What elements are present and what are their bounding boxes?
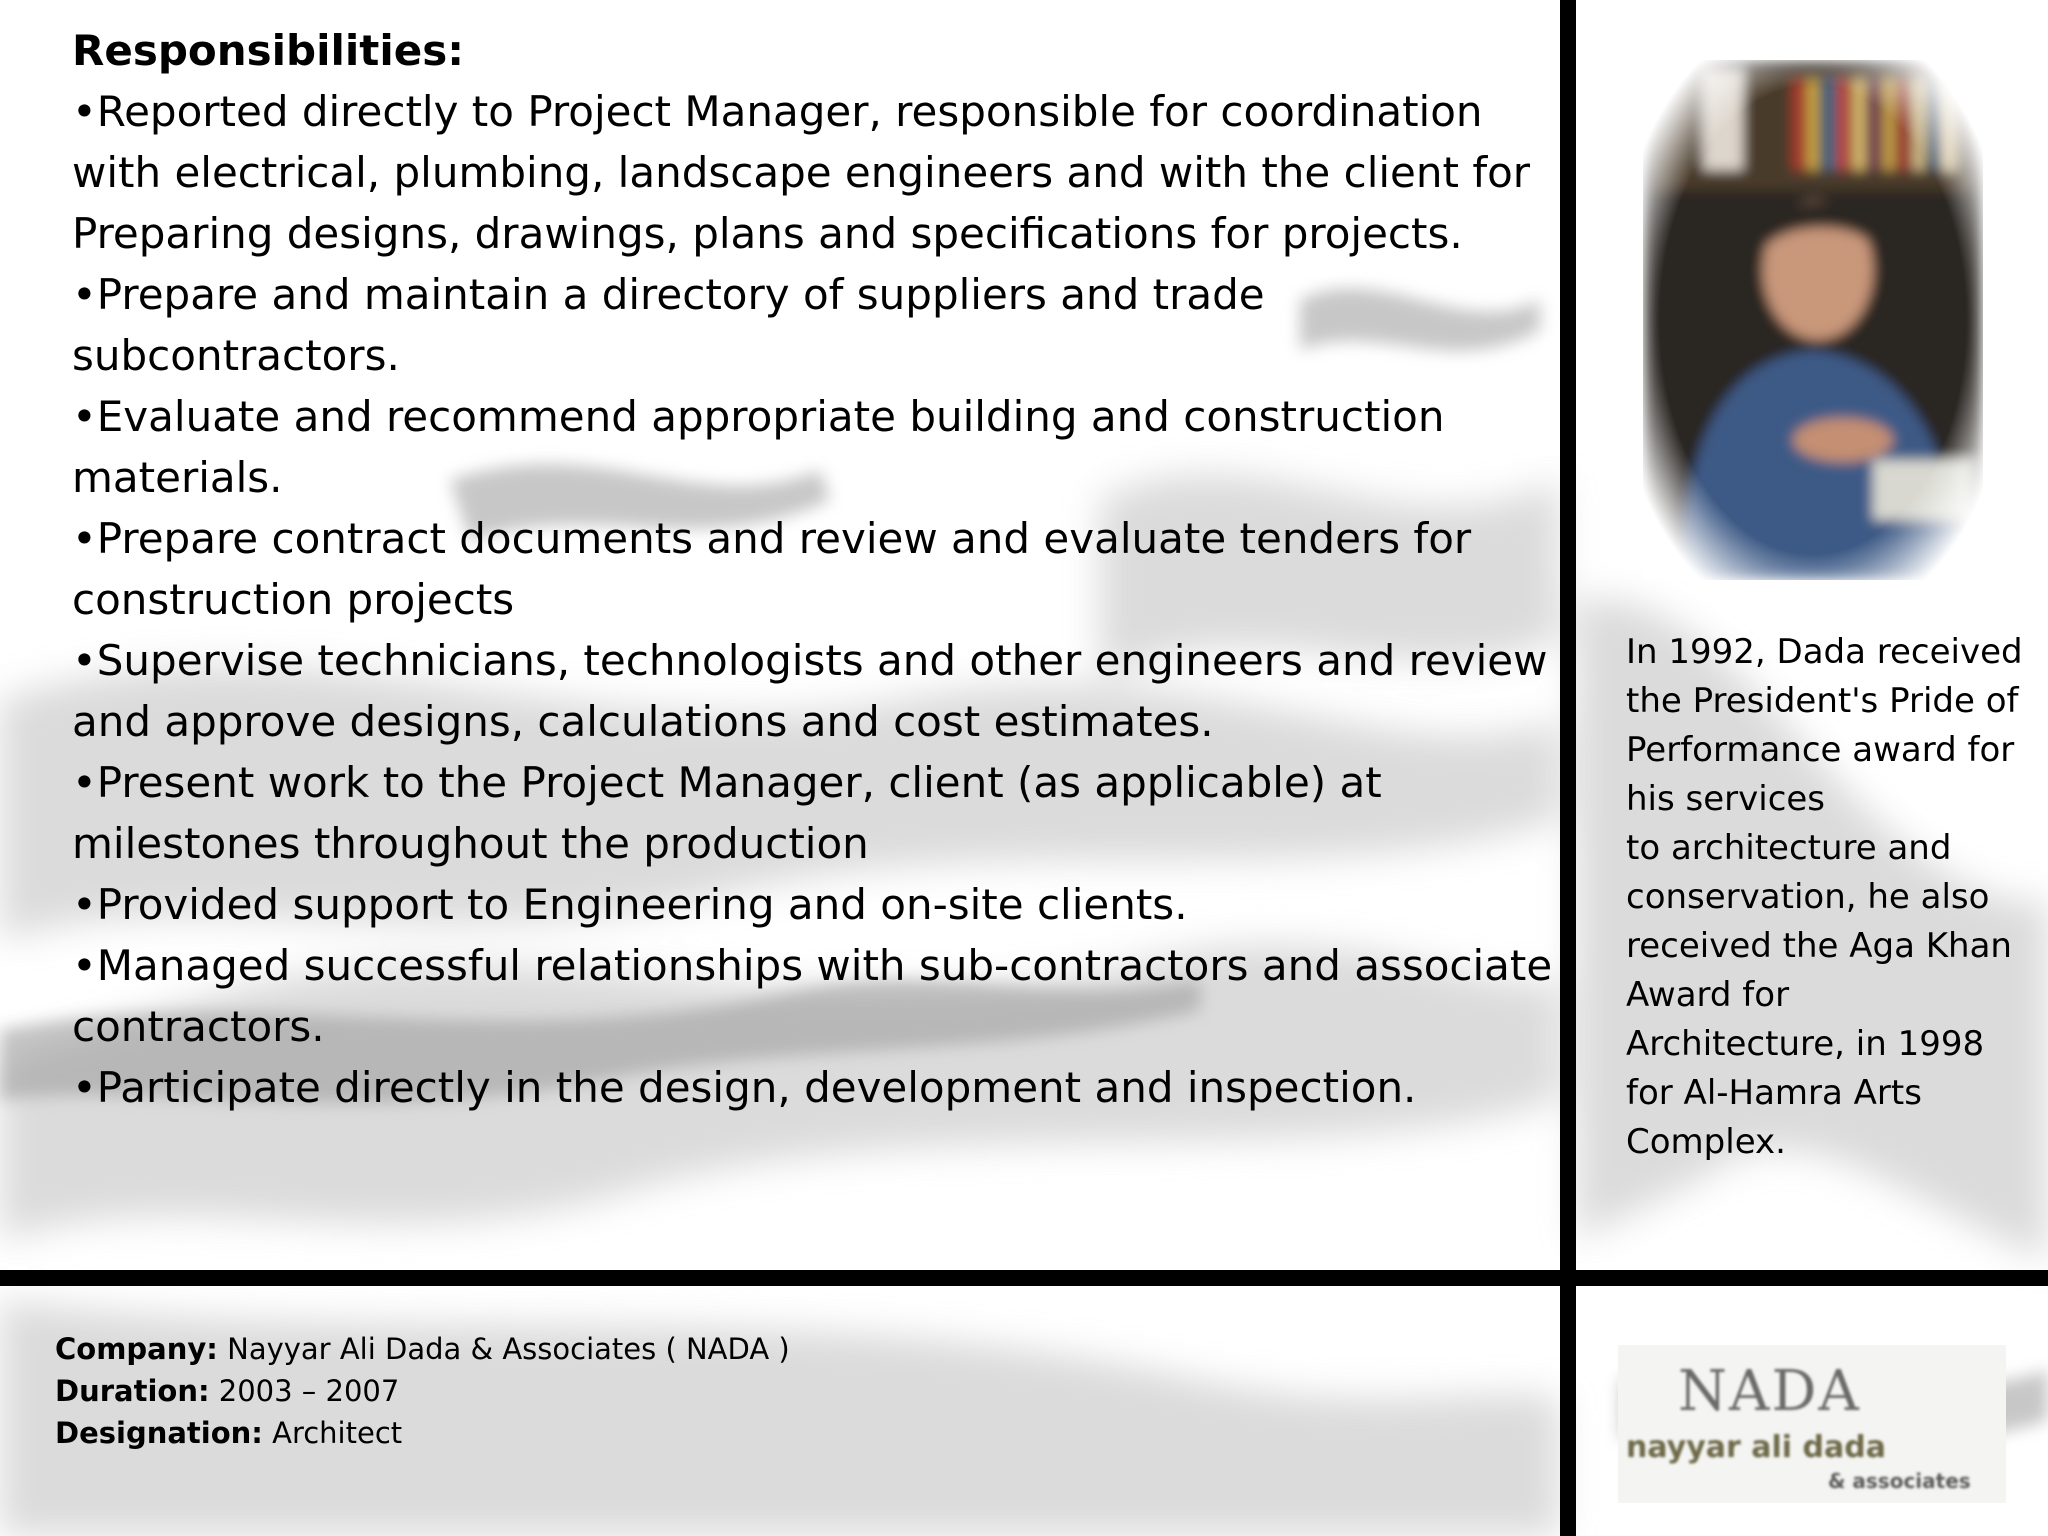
caption-line: In 1992, Dada received: [1626, 632, 2023, 672]
responsibility-line: •Prepare contract documents and review and evaluate tenders for: [72, 514, 1472, 563]
vertical-divider: [1560, 0, 1576, 1536]
award-caption: [1626, 628, 2036, 1167]
responsibility-line: •Reported directly to Project Manager, responsible for coordination: [72, 87, 1483, 136]
horizontal-divider: [0, 1270, 2048, 1286]
designation-row: [55, 1412, 790, 1454]
caption-line: Architecture, in 1998: [1626, 1024, 1985, 1064]
company-row: [55, 1328, 790, 1370]
responsibility-line: •Participate directly in the design, development and inspection.: [72, 1063, 1417, 1112]
caption-line: for Al-Hamra Arts: [1626, 1073, 1922, 1113]
duration-label: Duration:: [55, 1374, 210, 1408]
responsibility-line: •Evaluate and recommend appropriate building and construction: [72, 392, 1445, 441]
company-label: Company:: [55, 1332, 218, 1366]
caption-line: Complex.: [1626, 1122, 1786, 1162]
svg-text:& associates: & associates: [1828, 1469, 1971, 1493]
nada-logo: [1618, 1345, 2006, 1503]
portrait-photo: [1643, 60, 1983, 580]
responsibility-line: •Present work to the Project Manager, client (as applicable) at: [72, 758, 1382, 807]
responsibility-line: Preparing designs, drawings, plans and specifications for projects.: [72, 209, 1463, 258]
responsibility-line: and approve designs, calculations and cost estimates.: [72, 697, 1214, 746]
duration-row: [55, 1370, 790, 1412]
responsibility-line: milestones throughout the production: [72, 819, 869, 868]
company-value: Nayyar Ali Dada & Associates ( NADA ): [217, 1332, 790, 1366]
caption-line: Award for: [1626, 975, 1790, 1015]
svg-text:NADA: NADA: [1678, 1359, 1861, 1424]
responsibility-line: •Prepare and maintain a directory of suppliers and trade: [72, 270, 1265, 319]
responsibility-line: •Provided support to Engineering and on-site clients.: [72, 880, 1188, 929]
responsibility-line: contractors.: [72, 1002, 325, 1051]
responsibility-line: with electrical, plumbing, landscape engineers and with the client for: [72, 148, 1531, 197]
responsibility-line: construction projects: [72, 575, 515, 624]
designation-value: Architect: [262, 1416, 403, 1450]
caption-line: his services: [1626, 779, 1826, 819]
caption-line: to architecture and: [1626, 828, 1952, 868]
duration-value: 2003 – 2007: [209, 1374, 400, 1408]
responsibility-line: •Managed successful relationships with sub-contractors and associate: [72, 941, 1553, 990]
caption-line: the President's Pride of: [1626, 681, 2019, 721]
job-info: [55, 1328, 790, 1454]
responsibilities-section: [72, 20, 1553, 1118]
responsibility-line: materials.: [72, 453, 283, 502]
caption-line: conservation, he also: [1626, 877, 1990, 917]
caption-line: received the Aga Khan: [1626, 926, 2012, 966]
responsibilities-heading: Responsibilities:: [72, 26, 465, 75]
svg-text:nayyar ali dada: nayyar ali dada: [1626, 1430, 1886, 1465]
responsibility-line: subcontractors.: [72, 331, 400, 380]
designation-label: Designation:: [55, 1416, 263, 1450]
caption-line: Performance award for: [1626, 730, 2015, 770]
responsibility-line: •Supervise technicians, technologists and other engineers and review: [72, 636, 1548, 685]
